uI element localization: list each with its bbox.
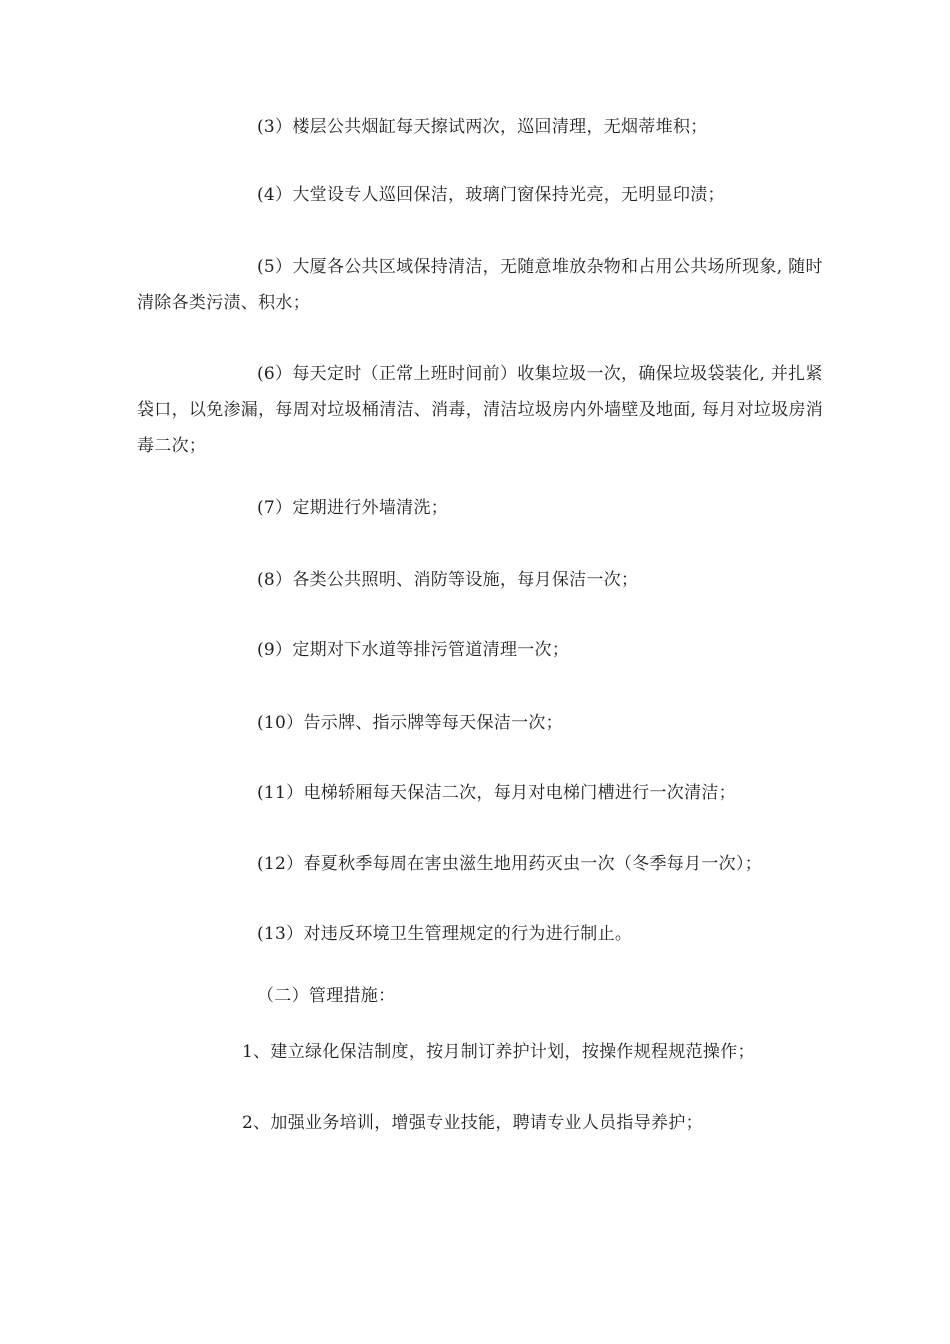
measure-item-1: 1、建立绿化保洁制度，按月制订养护计划，按操作规程规范操作； [242, 1042, 755, 1062]
measure-item-2: 2、加强业务培训，增强专业技能，聘请专业人员指导养护； [242, 1113, 703, 1133]
paragraph-item-12: (12）春夏秋季每周在害虫滋生地用药灭虫一次（冬季每月一次）； [257, 854, 763, 874]
paragraph-item-10: (10）告示牌、指示牌等每天保洁一次； [257, 713, 563, 733]
paragraph-item-9: (9）定期对下水道等排污管道清理一次； [257, 640, 570, 660]
paragraph-item-3: (3）楼层公共烟缸每天擦试两次，巡回清理，无烟蒂堆积； [257, 117, 708, 137]
paragraph-item-8: (8）各类公共照明、消防等设施，每月保洁一次； [257, 570, 639, 590]
paragraph-item-6: (6）每天定时（正常上班时间前）收集垃圾一次，确保垃圾袋装化, 并扎紧袋口，以免渗漏，每周对垃圾桶清洁、消毒，清洁垃圾房内外墙壁及地面, 每月对垃圾房消毒二次； [137, 364, 824, 456]
paragraph-item-11: (11）电梯轿厢每天保洁二次，每月对电梯门槽进行一次清洁； [257, 783, 736, 803]
paragraph-item-7: (7）定期进行外墙清洗； [257, 498, 449, 518]
section-heading-management-measures: （二）管理措施： [257, 986, 396, 1006]
paragraph-item-4: (4）大堂设专人巡回保洁，玻璃门窗保持光亮，无明显印渍； [257, 185, 725, 205]
paragraph-item-13: (13）对违反环境卫生管理规定的行为进行制止。 [257, 924, 633, 944]
paragraph-item-5: (5）大厦各公共区域保持清洁，无随意堆放杂物和占用公共场所现象, 随时清除各类污渍、积水； [137, 257, 823, 313]
